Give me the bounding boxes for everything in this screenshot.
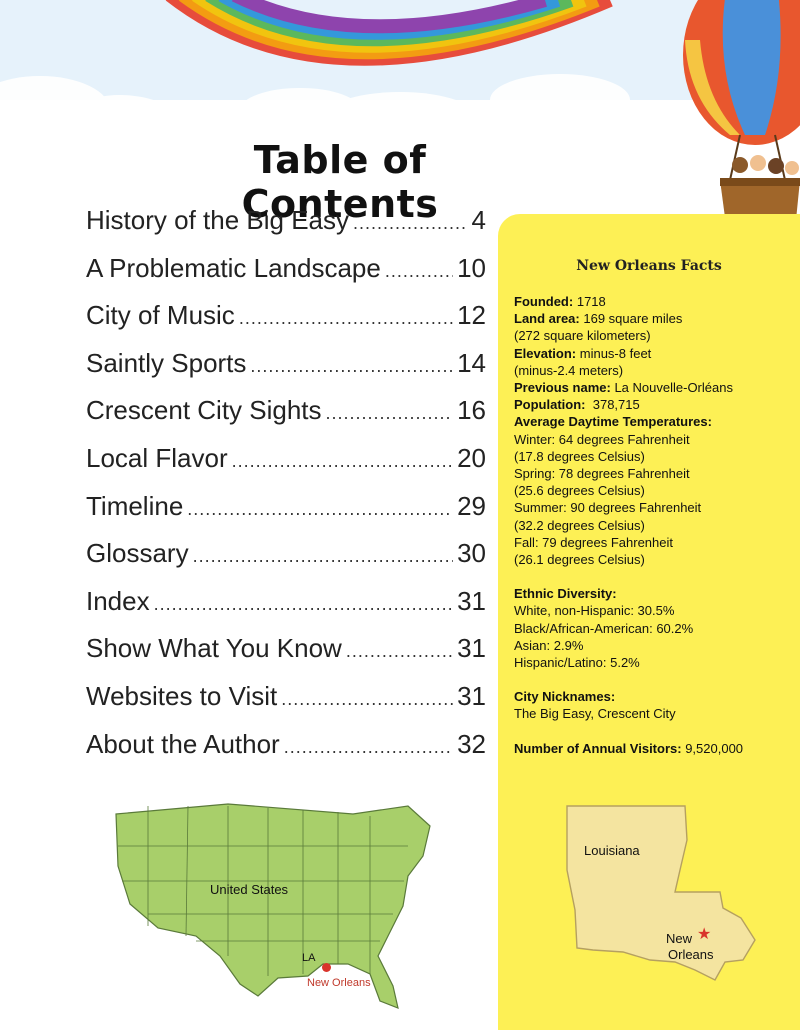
hot-air-balloon-illustration [670,0,800,245]
toc-entry-page: 32 [457,728,486,759]
toc-entry-title: Timeline [86,490,184,521]
la-map-state-label: Louisiana [584,843,640,858]
toc-entry-title: Index [86,585,150,616]
fact-elevation [514,345,794,362]
toc-leader-dots [187,499,453,520]
fact-temp-line: (25.6 degrees Celsius) [514,483,645,499]
toc-entry[interactable] [86,729,486,777]
toc-entry-page: 30 [457,538,486,569]
la-map-city-label-1: New [666,931,693,946]
spacer [514,723,794,740]
toc-entry[interactable] [86,633,486,681]
toc-leader-dots [385,261,453,282]
toc-leader-dots [284,737,453,758]
toc-entry-title: History of the Big Easy [86,205,349,235]
fact-elevation-metric: (minus-2.4 meters) [514,362,624,378]
toc-entry-title: Show What You Know [86,633,342,664]
toc-entry-page: 4 [471,205,486,235]
fact-value: minus-8 feet [579,345,652,361]
toc-entry[interactable] [86,348,486,396]
fact-value: 169 square miles [583,311,683,327]
fact-ethnic-line: White, non-Hispanic: 30.5% [514,603,675,619]
fact-nicknames-label: City Nicknames: [514,689,616,705]
toc-entry-page: 31 [457,633,486,664]
fact-value: La Nouvelle-Orléans [614,380,733,396]
fact-ethnic-line: Black/African-American: 60.2% [514,620,694,636]
toc-leader-dots [353,213,468,234]
la-map-city-label-2: Orleans [668,947,714,962]
us-map-country-label: United States [210,882,289,897]
toc-entry-page: 31 [457,585,486,616]
facts-title: New Orleans Facts [576,258,722,274]
toc-entry-title: A Problematic Landscape [86,252,381,283]
fact-label: Previous name: [514,380,611,396]
toc-entry-page: 29 [457,490,486,521]
toc-entry-title: Crescent City Sights [86,395,322,426]
toc-entry[interactable] [86,253,486,301]
fact-ethnic-line: Hispanic/Latino: 5.2% [514,655,640,671]
fact-temp-line: (32.2 degrees Celsius) [514,517,645,533]
star-marker-icon: ★ [697,926,712,943]
fact-land-area [514,310,794,327]
toc-entry[interactable] [86,538,486,586]
fact-value: 1718 [576,294,606,309]
fact-visitors [514,740,794,757]
toc-entry[interactable] [86,491,486,539]
louisiana-map [555,800,760,985]
toc-entry[interactable] [86,681,486,729]
toc-entry-title: Websites to Visit [86,680,278,711]
toc-entry-title: Local Flavor [86,442,228,473]
toc-entry[interactable] [86,205,486,253]
fact-temp-line: (26.1 degrees Celsius) [514,552,645,568]
spacer [514,568,794,585]
facts-list [514,293,794,757]
toc-entry-title: Saintly Sports [86,347,247,378]
toc-entry-page: 31 [457,680,486,711]
fact-temp-line: Spring: 78 degrees Fahrenheit [514,466,690,482]
us-map-state-label: LA [302,952,316,964]
fact-temp-line: (17.8 degrees Celsius) [514,448,645,464]
new-orleans-marker-icon [322,963,331,972]
toc-leader-dots [232,451,453,472]
fact-temps-label: Average Daytime Temperatures: [514,414,712,430]
fact-temp-line: Fall: 79 degrees Fahrenheit [514,534,673,550]
toc-leader-dots [281,689,453,710]
toc-entry-page: 14 [457,347,486,378]
toc-entry-page: 20 [457,442,486,473]
fact-ethnic-label: Ethnic Diversity: [514,586,617,602]
page-title: Table of Contents [241,138,439,226]
fact-label: Elevation: [514,345,577,361]
toc-entry-title: City of Music [86,300,235,331]
toc-entry-title: About the Author [86,728,280,759]
fact-temp-line: Summer: 90 degrees Fahrenheit [514,500,702,516]
us-map-city-label: New Orleans [307,977,371,989]
toc-entry-page: 12 [457,300,486,331]
toc-entry-page: 10 [457,252,486,283]
toc-entry[interactable] [86,586,486,634]
toc-entry[interactable] [86,300,486,348]
toc-entry-page: 16 [457,395,486,426]
toc-leader-dots [326,403,454,424]
fact-label: Founded: [514,294,574,309]
toc-leader-dots [239,308,453,329]
fact-temp-line: Winter: 64 degrees Fahrenheit [514,431,690,447]
fact-label: Number of Annual Visitors: [514,740,682,756]
toc-leader-dots [346,641,453,662]
fact-label: Land area: [514,311,580,327]
fact-nicknames-value: The Big Easy, Crescent City [514,706,676,722]
toc-leader-dots [154,594,453,615]
united-states-map [108,796,438,1011]
toc-entry[interactable] [86,443,486,491]
fact-ethnic-line: Asian: 2.9% [514,637,584,653]
table-of-contents [86,205,486,776]
fact-value: 378,715 [592,397,640,413]
toc-leader-dots [193,546,454,567]
toc-entry-title: Glossary [86,538,189,569]
fact-label: Population: [514,397,586,413]
spacer [514,671,794,688]
fact-land-metric: (272 square kilometers) [514,328,651,344]
toc-entry[interactable] [86,395,486,443]
fact-founded [514,293,794,310]
fact-value: 9,520,000 [685,740,744,756]
fact-population [514,396,794,413]
toc-leader-dots [250,356,453,377]
fact-previous-name [514,379,794,396]
